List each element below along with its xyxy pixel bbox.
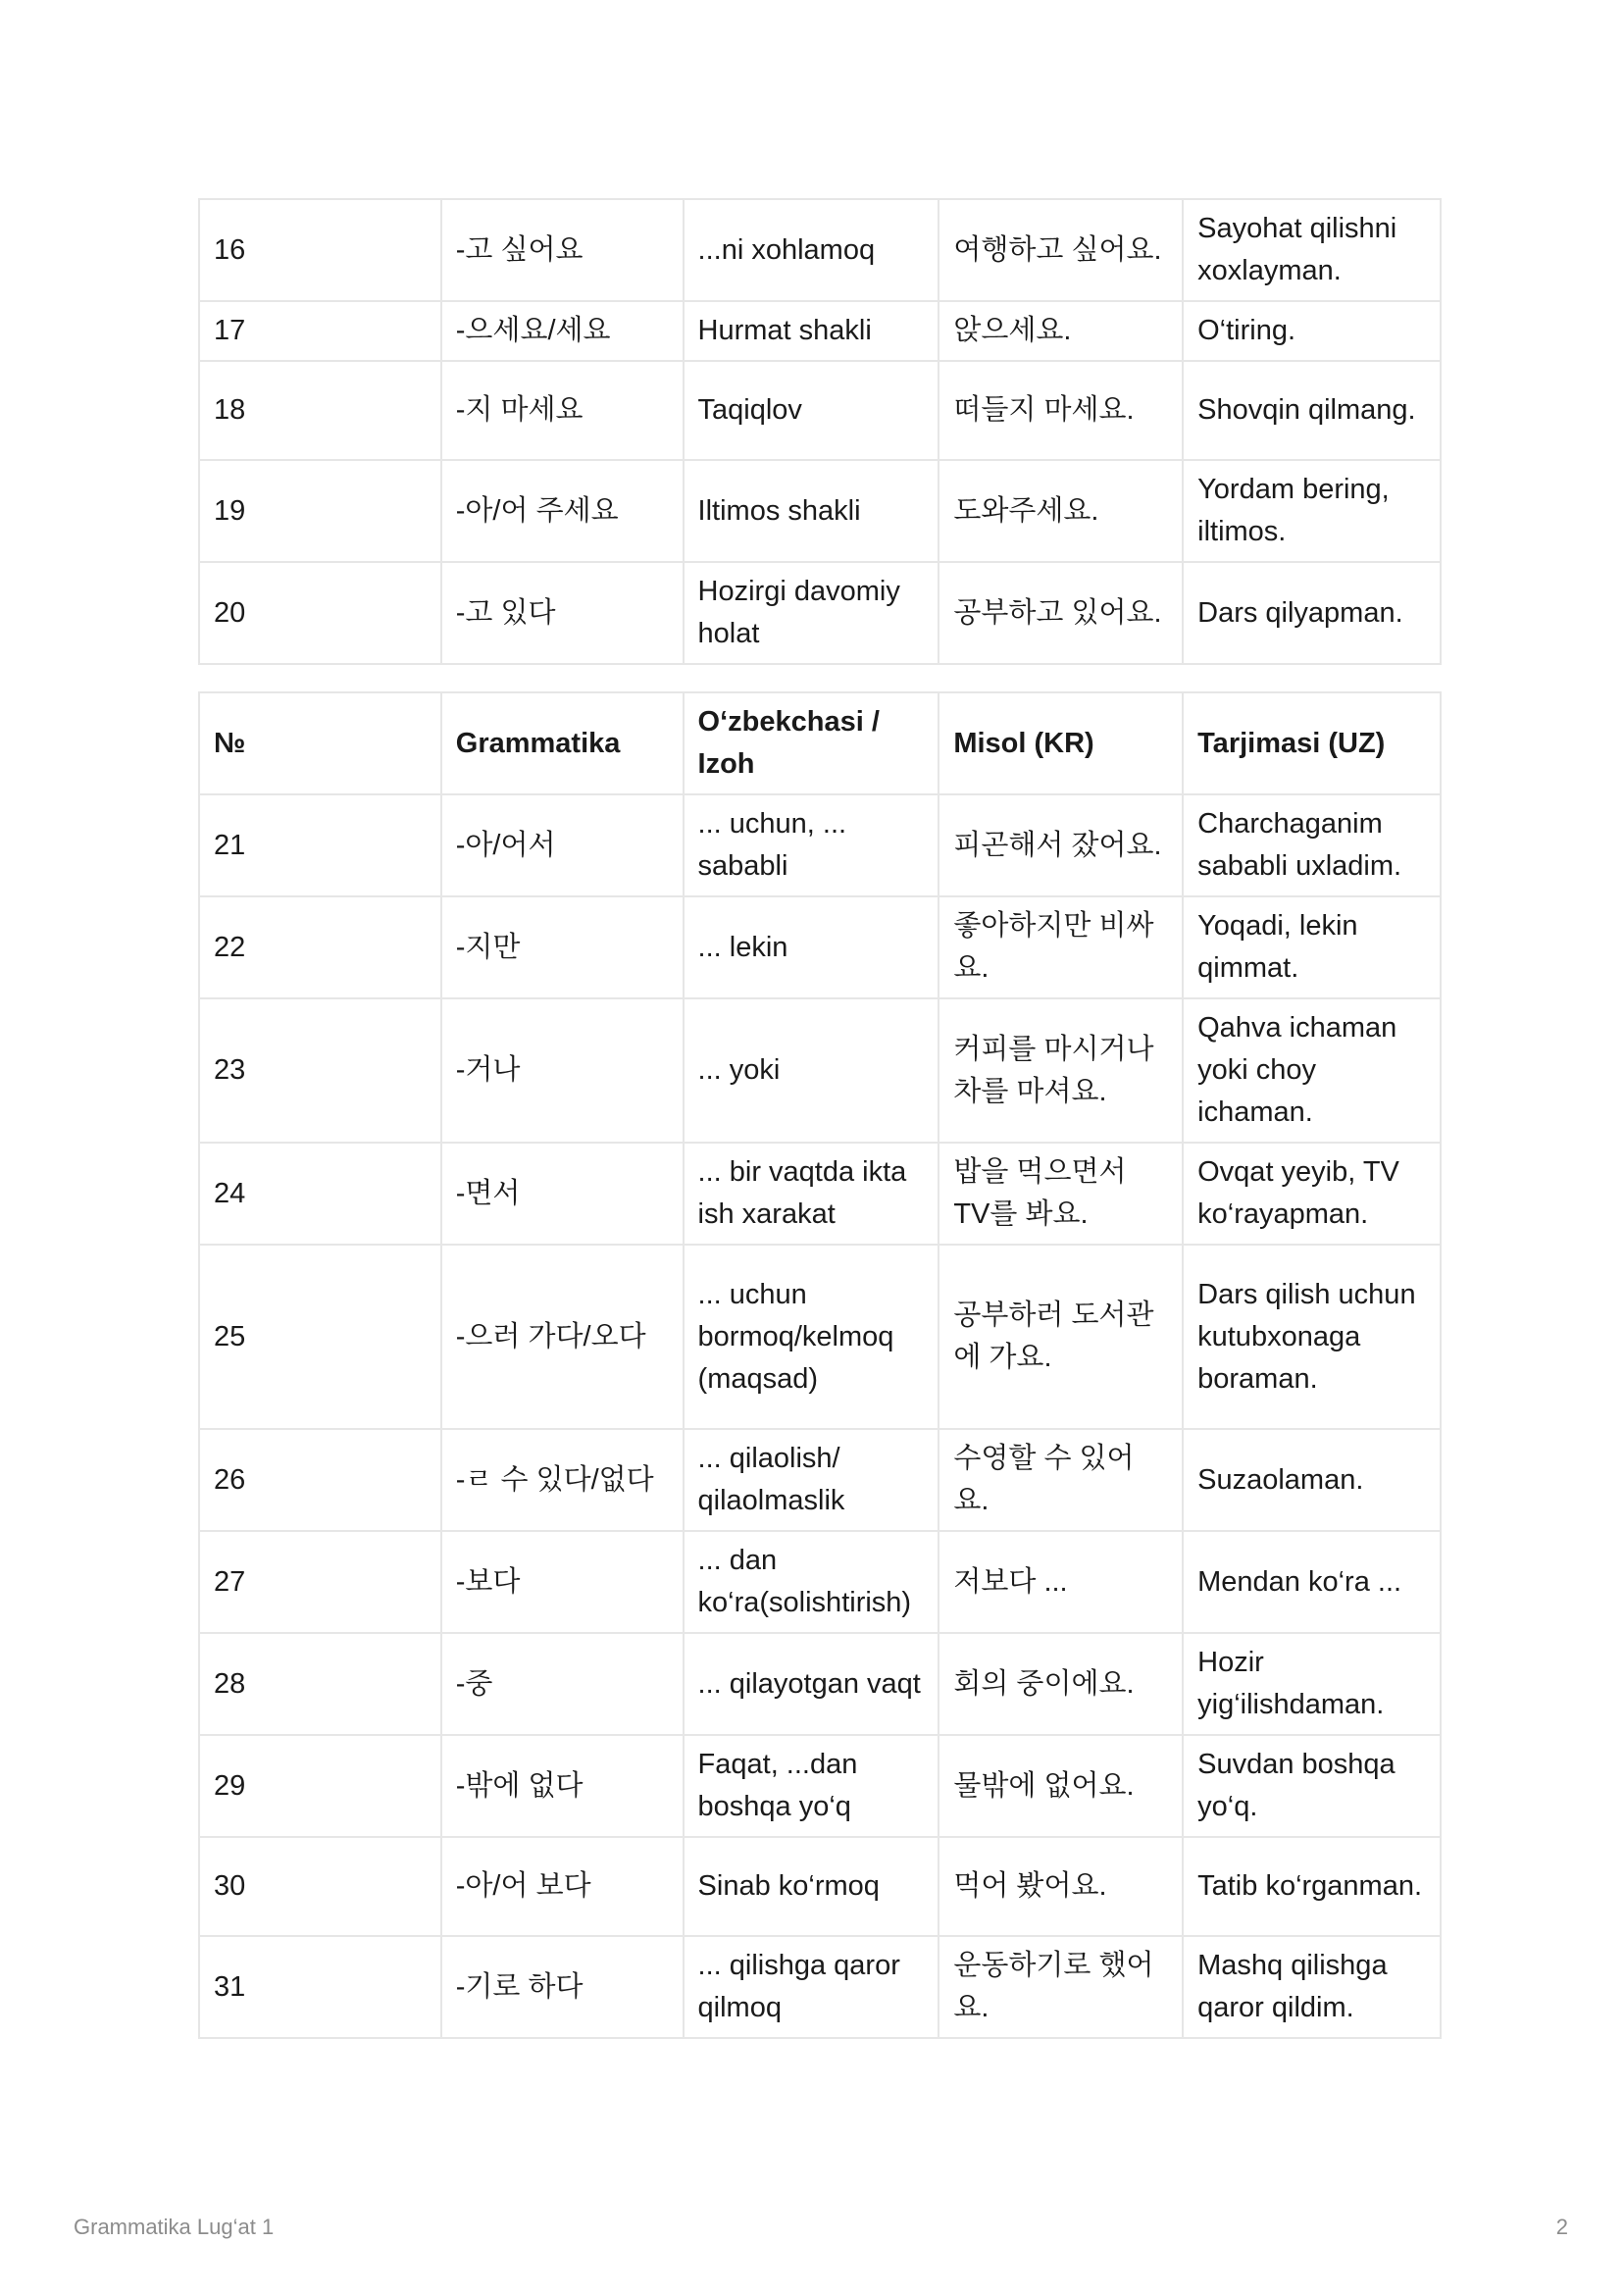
- cell-grammar: -보다: [441, 1531, 684, 1633]
- header-number: №: [199, 692, 441, 794]
- cell-translation: Sayohat qilishni xoxlayman.: [1183, 199, 1441, 301]
- cell-grammar: -아/어 주세요: [441, 460, 684, 562]
- cell-translation: Tatib ko‘rganman.: [1183, 1837, 1441, 1936]
- cell-korean-example: 공부하고 있어요.: [939, 562, 1183, 664]
- table-row: [199, 361, 1441, 460]
- table-row: [199, 1735, 1441, 1837]
- cell-uzbek-meaning: ... qilishga qaror qilmoq: [684, 1936, 939, 2038]
- cell-translation: Qahva ichaman yoki choy ichaman.: [1183, 998, 1441, 1143]
- cell-korean-example: 회의 중이에요.: [939, 1633, 1183, 1735]
- table-row: [199, 301, 1441, 361]
- footer-page-number: 2: [1555, 2215, 1568, 2239]
- table-row: [199, 1429, 1441, 1531]
- cell-uzbek-meaning: ... uchun bormoq/kelmoq (maqsad): [684, 1245, 939, 1429]
- cell-uzbek-meaning: Hozirgi davomiy holat: [684, 562, 939, 664]
- table-header-row: [199, 692, 1441, 794]
- cell-uzbek-meaning: Hurmat shakli: [684, 301, 939, 361]
- cell-translation: Suzaolaman.: [1183, 1429, 1441, 1531]
- cell-korean-example: 도와주세요.: [939, 460, 1183, 562]
- cell-korean-example: 수영할 수 있어요.: [939, 1429, 1183, 1531]
- cell-translation: Mashq qilishga qaror qildim.: [1183, 1936, 1441, 2038]
- cell-grammar: -중: [441, 1633, 684, 1735]
- cell-korean-example: 먹어 봤어요.: [939, 1837, 1183, 1936]
- cell-korean-example: 커피를 마시거나 차를 마셔요.: [939, 998, 1183, 1143]
- cell-translation: O‘tiring.: [1183, 301, 1441, 361]
- cell-number: 30: [199, 1837, 441, 1936]
- cell-grammar: -지 마세요: [441, 361, 684, 460]
- cell-grammar: -으세요/세요: [441, 301, 684, 361]
- cell-korean-example: 여행하고 싶어요.: [939, 199, 1183, 301]
- header-translation: Tarjimasi (UZ): [1183, 692, 1441, 794]
- cell-number: 19: [199, 460, 441, 562]
- header-grammar: Grammatika: [441, 692, 684, 794]
- table-row: [199, 1936, 1441, 2038]
- cell-translation: Suvdan boshqa yo‘q.: [1183, 1735, 1441, 1837]
- cell-translation: Dars qilish uchun kutubxonaga boraman.: [1183, 1245, 1441, 1429]
- cell-number: 21: [199, 794, 441, 896]
- cell-uzbek-meaning: ... uchun, ... sababli: [684, 794, 939, 896]
- table-row: [199, 1531, 1441, 1633]
- cell-number: 18: [199, 361, 441, 460]
- cell-uzbek-meaning: ... dan ko‘ra(solishtirish): [684, 1531, 939, 1633]
- cell-grammar: -고 있다: [441, 562, 684, 664]
- cell-grammar: -아/어서: [441, 794, 684, 896]
- footer-doc-title: Grammatika Lug‘at 1: [74, 2215, 275, 2239]
- cell-korean-example: 밥을 먹으면서 TV를 봐요.: [939, 1143, 1183, 1245]
- cell-number: 22: [199, 896, 441, 998]
- cell-korean-example: 좋아하지만 비싸요.: [939, 896, 1183, 998]
- table-row: [199, 1245, 1441, 1429]
- cell-korean-example: 앉으세요.: [939, 301, 1183, 361]
- cell-number: 25: [199, 1245, 441, 1429]
- cell-uzbek-meaning: Iltimos shakli: [684, 460, 939, 562]
- cell-korean-example: 떠들지 마세요.: [939, 361, 1183, 460]
- cell-uzbek-meaning: ... qilaolish/ qilaolmaslik: [684, 1429, 939, 1531]
- header-korean-example: Misol (KR): [939, 692, 1183, 794]
- cell-grammar: -지만: [441, 896, 684, 998]
- cell-uzbek-meaning: ... yoki: [684, 998, 939, 1143]
- cell-number: 28: [199, 1633, 441, 1735]
- cell-translation: Yoqadi, lekin qimmat.: [1183, 896, 1441, 998]
- table-row: [199, 1633, 1441, 1735]
- cell-uzbek-meaning: ... bir vaqtda ikta ish xarakat: [684, 1143, 939, 1245]
- cell-grammar: -아/어 보다: [441, 1837, 684, 1936]
- cell-grammar: -ㄹ 수 있다/없다: [441, 1429, 684, 1531]
- table-row: [199, 460, 1441, 562]
- cell-grammar: -밖에 없다: [441, 1735, 684, 1837]
- cell-korean-example: 피곤해서 잤어요.: [939, 794, 1183, 896]
- table-row: [199, 1837, 1441, 1936]
- cell-number: 26: [199, 1429, 441, 1531]
- cell-uzbek-meaning: Faqat, ...dan boshqa yo‘q: [684, 1735, 939, 1837]
- table-row: [199, 562, 1441, 664]
- cell-grammar: -기로 하다: [441, 1936, 684, 2038]
- cell-uzbek-meaning: Sinab ko‘rmoq: [684, 1837, 939, 1936]
- cell-uzbek-meaning: ... qilayotgan vaqt: [684, 1633, 939, 1735]
- cell-translation: Charchaganim sababli uxladim.: [1183, 794, 1441, 896]
- cell-number: 24: [199, 1143, 441, 1245]
- cell-grammar: -고 싶어요: [441, 199, 684, 301]
- cell-number: 29: [199, 1735, 441, 1837]
- cell-translation: Yordam bering, iltimos.: [1183, 460, 1441, 562]
- table-row: [199, 794, 1441, 896]
- cell-number: 31: [199, 1936, 441, 2038]
- cell-translation: Hozir yig‘ilishdaman.: [1183, 1633, 1441, 1735]
- table-row: [199, 199, 1441, 301]
- header-uzbek-meaning: O‘zbekchasi / Izoh: [684, 692, 939, 794]
- cell-uzbek-meaning: ... lekin: [684, 896, 939, 998]
- cell-translation: Shovqin qilmang.: [1183, 361, 1441, 460]
- cell-korean-example: 운동하기로 했어요.: [939, 1936, 1183, 2038]
- cell-translation: Mendan ko‘ra ...: [1183, 1531, 1441, 1633]
- cell-uzbek-meaning: Taqiqlov: [684, 361, 939, 460]
- grammar-table: [198, 691, 1442, 2039]
- cell-korean-example: 물밖에 없어요.: [939, 1735, 1183, 1837]
- grammar-table-continued: [198, 198, 1442, 665]
- cell-number: 16: [199, 199, 441, 301]
- table-row: [199, 1143, 1441, 1245]
- cell-uzbek-meaning: ...ni xohlamoq: [684, 199, 939, 301]
- cell-grammar: -으러 가다/오다: [441, 1245, 684, 1429]
- cell-number: 27: [199, 1531, 441, 1633]
- cell-number: 23: [199, 998, 441, 1143]
- cell-translation: Ovqat yeyib, TV ko‘rayapman.: [1183, 1143, 1441, 1245]
- cell-translation: Dars qilyapman.: [1183, 562, 1441, 664]
- cell-number: 20: [199, 562, 441, 664]
- cell-number: 17: [199, 301, 441, 361]
- cell-grammar: -거나: [441, 998, 684, 1143]
- table-row: [199, 998, 1441, 1143]
- cell-grammar: -면서: [441, 1143, 684, 1245]
- table-row: [199, 896, 1441, 998]
- cell-korean-example: 공부하러 도서관에 가요.: [939, 1245, 1183, 1429]
- cell-korean-example: 저보다 ...: [939, 1531, 1183, 1633]
